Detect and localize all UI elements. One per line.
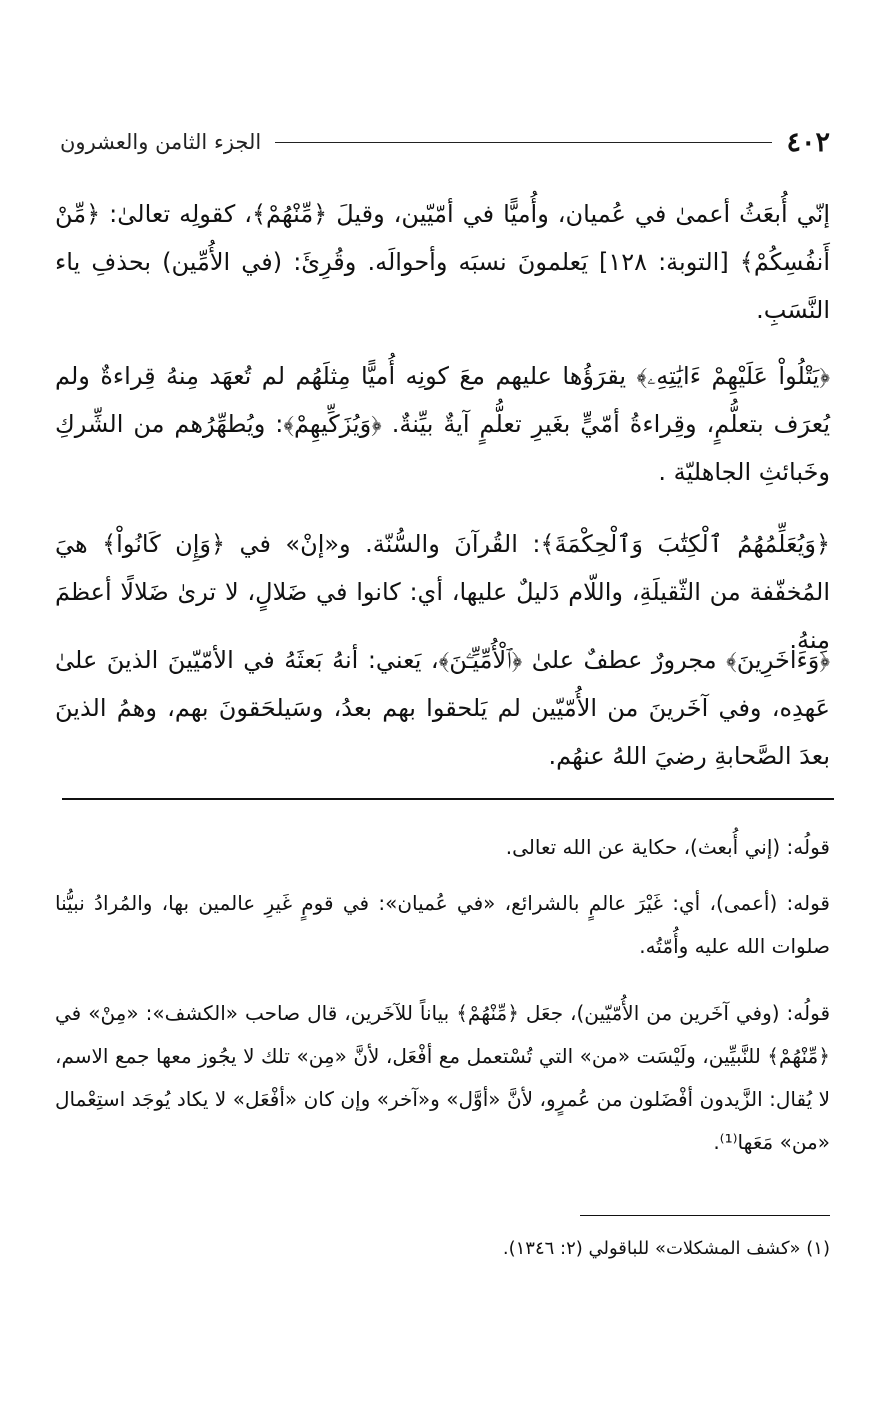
main-paragraph-4: ﴿وَءَاخَرِينَ﴾ مجرورٌ عطفٌ علىٰ ﴿ٱلْأُمِّيِّـۧنَ﴾، يَعني: أنهُ بَعثَهُ في الأمّيّينَ الذينَ علىٰ عَهدِه، وفي آخَرينَ من الأُمّيّين لم يَلحقوا بهم بعدُ، وسَيلحَقونَ بهم، وهمُ الذينَ بعدَ الصَّحابةِ رضيَ اللهُ عنهُم. xyxy=(55,646,830,770)
section-divider xyxy=(62,798,834,800)
main-paragraph-2: ﴿يَتْلُواْ عَلَيْهِمْ ءَايَٰتِهِۦ﴾ يقرَؤُها عليهم معَ كونِه أُميًّا مِثلَهُم لم تُعهَد مِنهُ قِراءةٌ ولم يُعرَف بتعلُّمٍ، وقِراءةُ أمّيٍّ بغَيرِ تعلُّمٍ آيةٌ بيِّنةٌ. ﴿وَيُزَكِّيهِمْ﴾: ويُطهِّرُهم من الشِّركِ وخَبائثِ الجاهليّة . xyxy=(55,362,830,486)
header-rule xyxy=(275,142,772,143)
note-paragraph-1: قولُه: (إني أُبعث)، حكاية عن الله تعالى. xyxy=(505,835,830,859)
main-paragraph-3: ﴿وَيُعَلِّمُهُمُ ٱلْكِتَٰبَ وَٱلْحِكْمَةَ﴾: القُرآنَ والسُّنّة. و«إنْ» في ﴿وَإِن كَانُواْ﴾ هيَ المُخفّفة من الثّقيلَةِ، واللّام دَليلٌ عليها، أي: كانوا في ضَلالٍ، لا ترىٰ ضَلالًا أعظمَ مِنهُ. xyxy=(55,530,830,654)
running-title: الجزء الثامن والعشرون xyxy=(60,130,262,154)
main-paragraph-1: إنّي أُبعَثُ أعمىٰ في عُميان، وأُميًّا في أمّيّين، وقيلَ ﴿مِّنْهُمْ﴾، كقولِه تعالىٰ: ﴿مِّنْ أَنفُسِكُمْ﴾ [التوبة: ١٢٨] يَعلمونَ نسبَه وأحوالَه. وقُرِئَ: (في الأُمِّين) بحذفِ ياء النَّسَبِ. xyxy=(55,200,830,324)
note-paragraph-3: قولُه: (وفي آخَرين من الأُمّيّين)، جعَل ﴿مِّنْهُمْ﴾ بياناً للآخَرين، قال صاحب «الكشف»: «مِنْ» في ﴿مِّنْهُمْ﴾ للنَّبيِّين، ولَيْسَت «من» التي تُسْتعمل مع أفْعَل، لأنَّ «مِن» تلك لا يجُوز معها جمع الاسم، لا يُقال: الزَّيدون أفْضَلون من عُمرٍو، لأنَّ «أوَّل» و«آخر» وإن كان «أفْعَل» لا يكاد يُوجَد استِعْمال «من» مَعَها⁽¹⁾. xyxy=(55,1001,830,1154)
note-paragraph-2: قوله: (أعمى)، أي: غَيْرَ عالمٍ بالشرائع، «في عُميان»: في قومٍ غَيرِ عالمين بها، والمُرادُ نبيُّنا صلوات الله عليه وأُمّتُه. xyxy=(55,891,830,958)
footnote: (١) «كشف المشكلات» للباقولي (٢: ١٣٤٦). xyxy=(502,1238,830,1259)
page-number: ٤٠٢ xyxy=(786,126,830,158)
footnote-rule xyxy=(580,1215,830,1216)
page-header xyxy=(60,120,830,164)
